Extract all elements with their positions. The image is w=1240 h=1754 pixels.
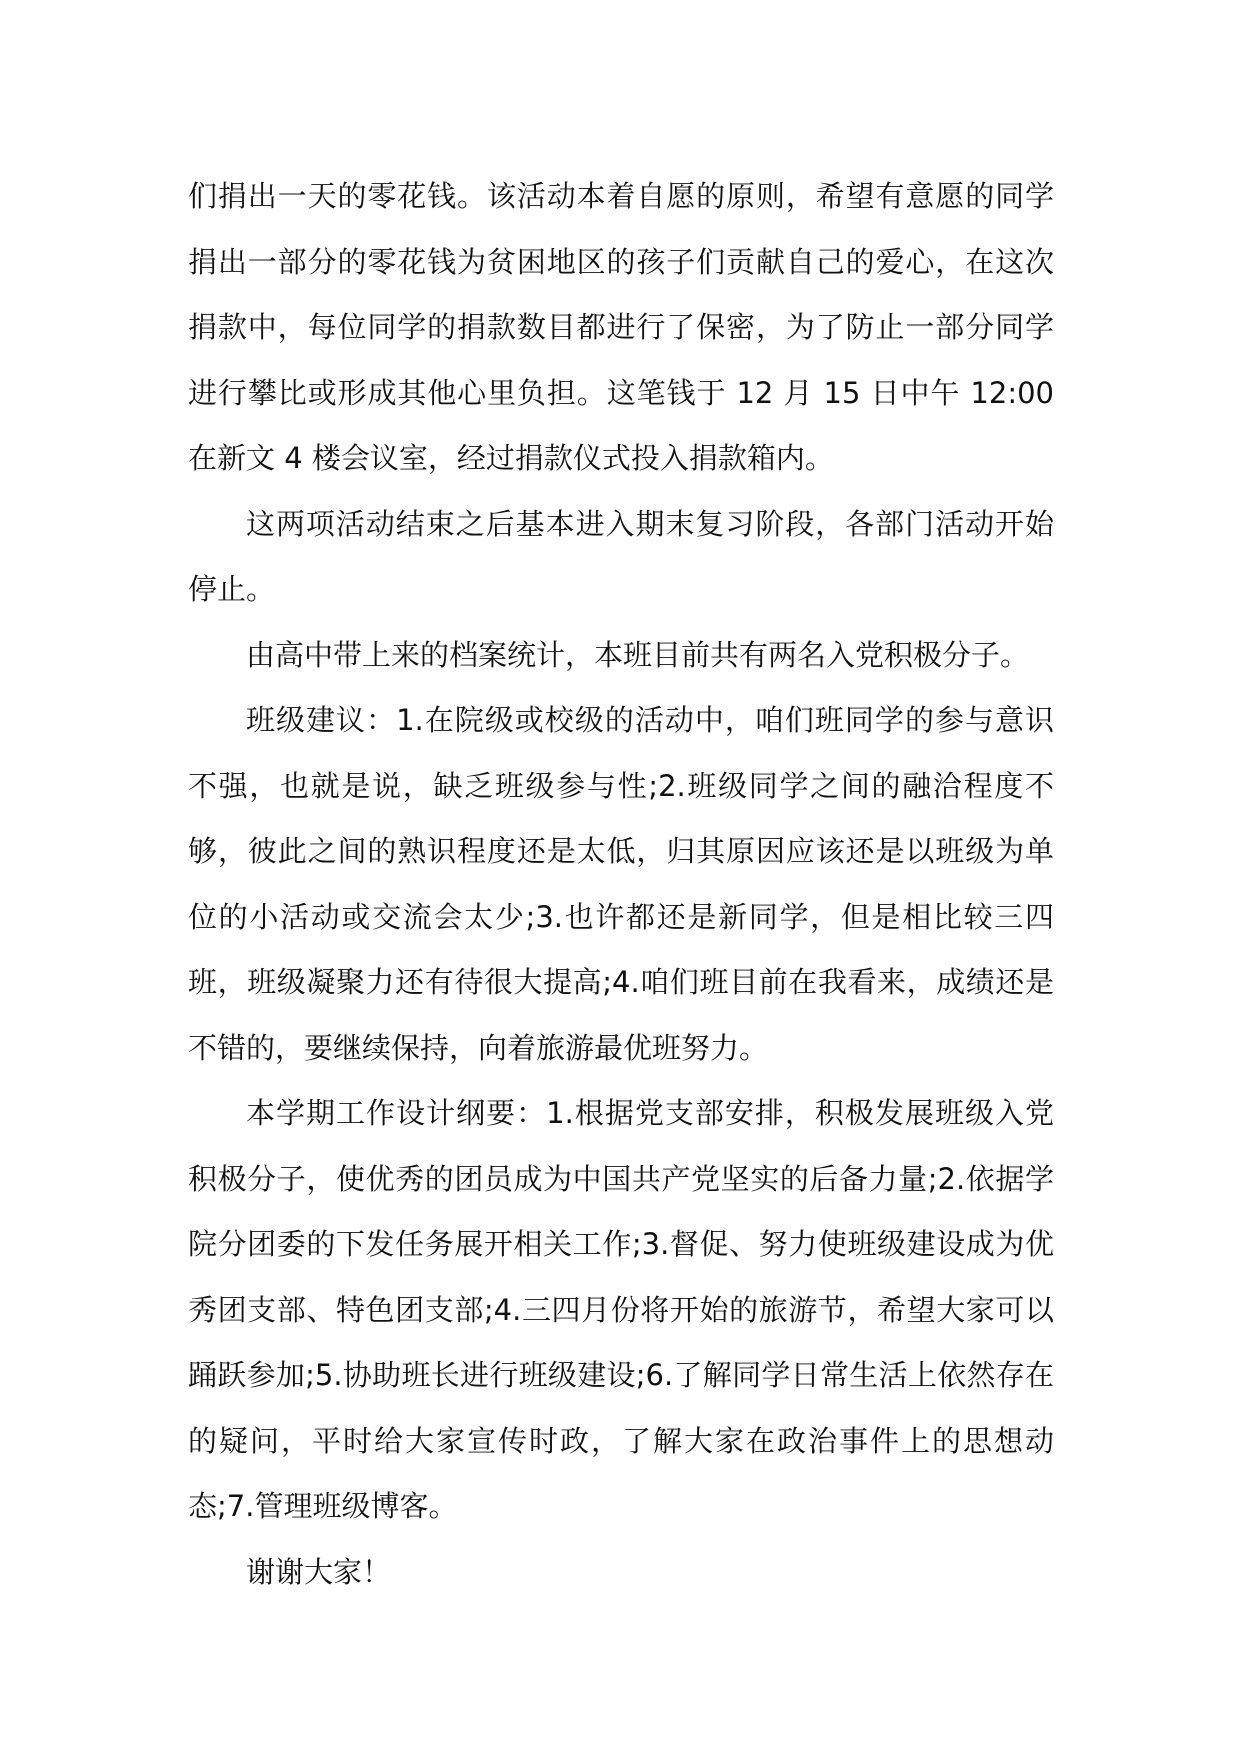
paragraph-activities-end: 这两项活动结束之后基本进入期末复习阶段，各部门活动开始停止。 <box>188 506 1054 606</box>
paragraph-donation-continued: 们捐出一天的零花钱。该活动本着自愿的原则，希望有意愿的同学捐出一部分的零花钱为贫困地区的孩子们贡献自己的爱心，在这次捐款中，每位同学的捐款数目都进行了保密，为了防止一部分同学进行攀比或形成其他心里负担。这笔钱于 12 月 15 日中午 12:00 在新文 4 楼会议室，经过捐款仪式投入捐款箱内。 <box>188 179 1054 475</box>
paragraph-party-activists: 由高中带上来的档案统计，本班目前共有两名入党积极分子。 <box>246 637 1030 672</box>
paragraph-work-plan: 本学期工作设计纲要：1.根据党支部安排，积极发展班级入党积极分子，使优秀的团员成为中国共产党坚实的后备力量;2.依据学院分团委的下发任务展开相关工作;3.督促、努力使班级建设成为优秀团支部、特色团支部;4.三四月份将开始的旅游节，希望大家可以踊跃参加;5.协助班长进行班级建设;6.了解同学日常生活上依然存在的疑问，平时给大家宣传时政，了解大家在政治事件上的思想动态;7.管理班级博客。 <box>188 1096 1054 1523</box>
paragraph-class-suggestions: 班级建议：1.在院级或校级的活动中，咱们班同学的参与意识不强，也就是说，缺乏班级参与性;2.班级同学之间的融洽程度不够，彼此之间的熟识程度还是太低，归其原因应该还是以班级为单位的小活动或交流会太少;3.也许都还是新同学，但是相比较三四班，班级凝聚力还有待很大提高;4.咱们班目前在我看来，成绩还是不错的，要继续保持，向着旅游最优班努力。 <box>188 703 1054 1065</box>
paragraph-thanks: 谢谢大家！ <box>246 1554 392 1589</box>
document-body <box>188 164 1054 1605</box>
